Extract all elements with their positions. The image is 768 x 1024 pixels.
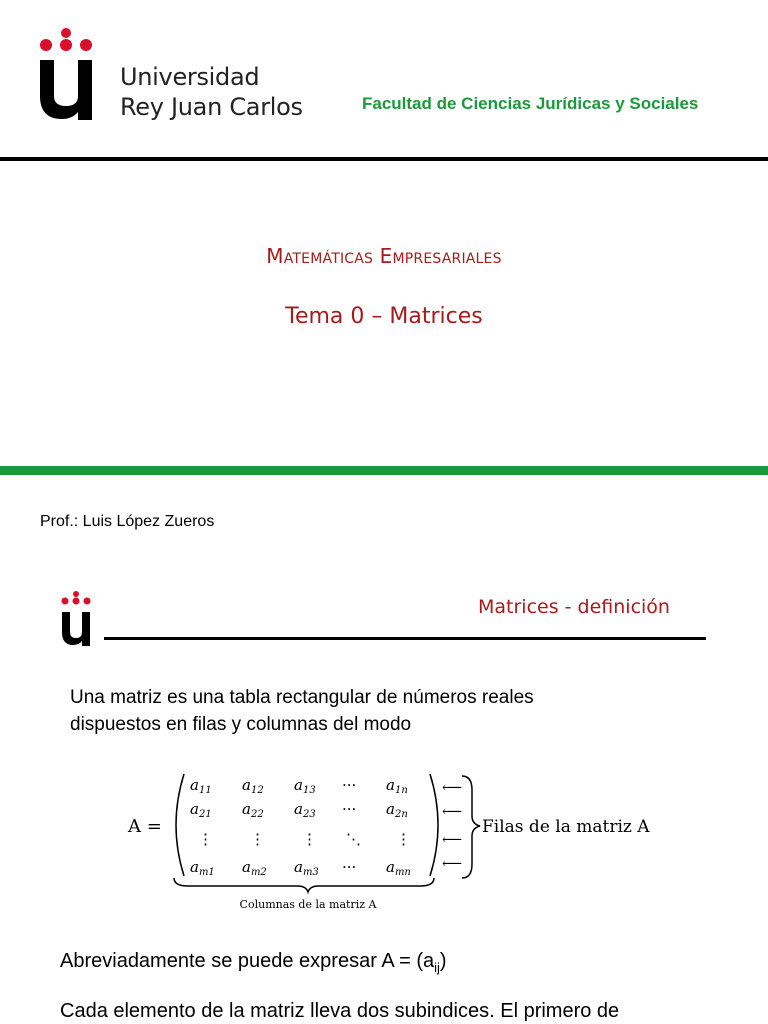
subindex-text: Cada elemento de la matriz lleva dos subindices. El primero de bbox=[60, 1000, 620, 1022]
rows-label: Filas de la matriz A bbox=[482, 817, 650, 837]
svg-text:⟵: ⟵ bbox=[442, 832, 463, 848]
svg-text:a12: $a_{12}$ bbox=[242, 776, 264, 796]
intro-line1: Una matriz es una tabla rectangular de números reales bbox=[70, 687, 534, 708]
svg-text:a13: $a_{13}$ bbox=[294, 776, 316, 796]
row-arrows bbox=[442, 780, 462, 872]
svg-text:⋱: ⋱ bbox=[346, 830, 361, 848]
university-line1: Universidad bbox=[120, 63, 260, 91]
svg-text:a1n: $a_{1n}$ bbox=[386, 776, 408, 796]
svg-text:a2n: $a_{2n}$ bbox=[386, 800, 408, 820]
abbreviation-text bbox=[60, 950, 447, 975]
matrix-lhs: A = bbox=[128, 816, 162, 837]
abbrev-prefix: Abreviadamente se puede expresar A = (a bbox=[60, 950, 435, 972]
svg-text:a22: $a_{22}$ bbox=[242, 800, 264, 820]
slide-title: Matrices - definición bbox=[478, 596, 670, 618]
svg-text:···: ··· bbox=[342, 800, 357, 818]
svg-text:am3: $a_{m3}$ bbox=[294, 858, 319, 878]
right-paren bbox=[430, 774, 438, 876]
faculty-name: Facultad de Ciencias Jurídicas y Sociales bbox=[362, 94, 699, 113]
columns-brace bbox=[174, 878, 434, 892]
columns-label: Columnas de la matriz A bbox=[239, 898, 377, 911]
svg-text:⟵: ⟵ bbox=[442, 780, 463, 796]
abbrev-subscript: ij bbox=[434, 960, 440, 975]
left-paren bbox=[176, 774, 184, 876]
slide-title-rule bbox=[104, 637, 706, 640]
svg-text:⋮: ⋮ bbox=[250, 830, 265, 848]
svg-text:am1: $a_{m1}$ bbox=[190, 858, 215, 878]
header-divider bbox=[0, 157, 768, 161]
svg-text:⟵: ⟵ bbox=[442, 804, 463, 820]
svg-text:···: ··· bbox=[342, 776, 357, 794]
course-title: Matemáticas Empresariales bbox=[266, 244, 502, 268]
topic-title: Tema 0 – Matrices bbox=[285, 304, 483, 329]
green-divider bbox=[0, 466, 768, 475]
svg-text:⟵: ⟵ bbox=[442, 856, 463, 872]
intro-line2: dispuestos en filas y columnas del modo bbox=[70, 714, 412, 735]
svg-text:a21: $a_{21}$ bbox=[190, 800, 212, 820]
urjc-logo bbox=[38, 26, 94, 120]
matrix-diagram bbox=[120, 760, 680, 920]
abbrev-suffix: ) bbox=[439, 950, 447, 972]
rows-brace bbox=[462, 776, 480, 878]
svg-text:amn: $a_{mn}$ bbox=[386, 858, 411, 878]
definition-text bbox=[70, 684, 690, 738]
matrix-entries bbox=[190, 776, 411, 878]
svg-text:⋮: ⋮ bbox=[198, 830, 213, 848]
svg-text:···: ··· bbox=[342, 858, 357, 876]
svg-text:a23: $a_{23}$ bbox=[294, 800, 316, 820]
svg-text:am2: $a_{m2}$ bbox=[242, 858, 267, 878]
professor: Prof.: Luis López Zueros bbox=[40, 513, 215, 530]
svg-text:a11: $a_{11}$ bbox=[190, 776, 212, 796]
svg-text:⋮: ⋮ bbox=[396, 830, 411, 848]
university-line2: Rey Juan Carlos bbox=[120, 93, 303, 121]
university-name bbox=[120, 62, 303, 122]
svg-text:⋮: ⋮ bbox=[302, 830, 317, 848]
urjc-small-logo bbox=[60, 590, 92, 646]
